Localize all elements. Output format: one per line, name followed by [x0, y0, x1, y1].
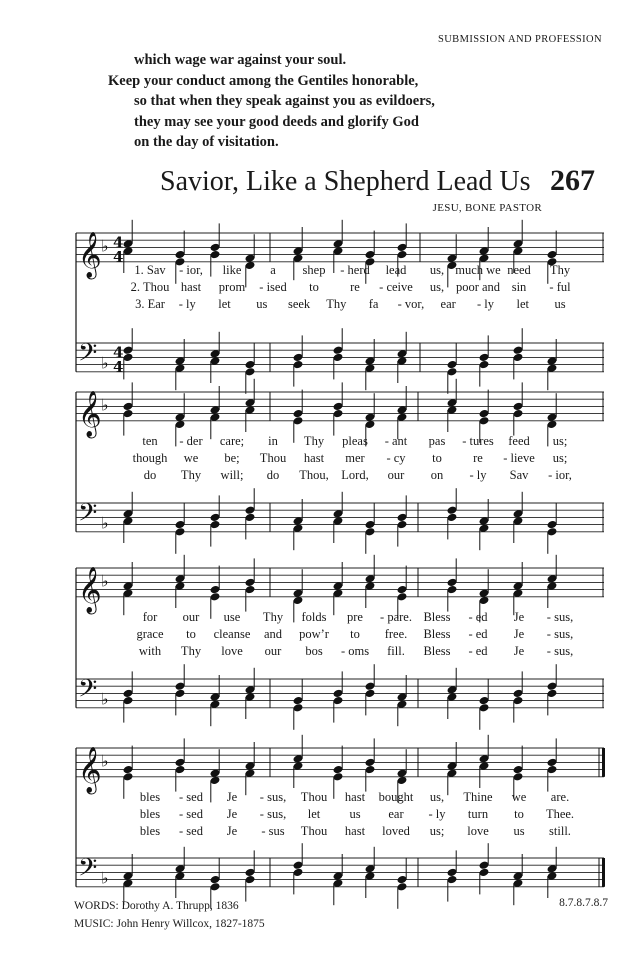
lyric-syllable: do: [143, 468, 157, 482]
lyric-syllable: free.: [384, 627, 408, 641]
lyric-syllable: let: [307, 807, 321, 821]
lyric-syllable: prom: [218, 280, 246, 294]
lyric-syllable: are.: [550, 790, 570, 804]
lyric-syllable: ear: [388, 807, 404, 821]
lyric-syllable: us,: [429, 263, 445, 277]
lyric-syllable: Je: [513, 644, 525, 658]
time-signature-bottom: 4: [113, 247, 124, 266]
lyric-syllable: need: [507, 263, 531, 277]
lyric-syllable: ten: [142, 434, 158, 448]
lyric-syllable: hast: [344, 824, 366, 838]
lyric-syllable: - ior,: [179, 263, 203, 277]
lyric-syllable: - sed: [179, 790, 203, 804]
credits: [74, 897, 265, 933]
lyric-syllable: - herd: [340, 263, 370, 277]
lyric-syllable: fa: [368, 297, 379, 311]
lyric-syllable: Thy: [262, 610, 284, 624]
lyric-syllable: us: [349, 807, 361, 821]
treble-clef-icon: 𝄞: [78, 390, 102, 437]
music-credit: MUSIC: John Henry Willcox, 1827-1875: [74, 918, 265, 930]
lyric-syllable: our: [182, 610, 200, 624]
treble-clef-icon: 𝄞: [78, 746, 102, 793]
lyric-syllable: - sed: [179, 807, 203, 821]
flat-icon: ♭: [101, 236, 109, 256]
lyric-syllable: us: [513, 824, 525, 838]
lyric-syllable: a: [270, 263, 276, 277]
bass-clef-icon: 𝄢: [78, 674, 98, 710]
lyric-syllable: hast: [344, 790, 366, 804]
lyric-syllable: - oms: [340, 644, 370, 658]
lyric-syllable: - ly: [178, 297, 196, 311]
lyric-syllable: loved: [382, 824, 410, 838]
lyric-syllable: we: [511, 790, 527, 804]
flat-icon: ♭: [101, 395, 109, 415]
lyric-syllable: Bless: [423, 644, 451, 658]
lyric-syllable: Je: [226, 790, 238, 804]
lyric-syllable: 1. Sav: [134, 263, 166, 277]
flat-icon: ♭: [101, 868, 109, 888]
lyric-syllable: bles: [139, 824, 161, 838]
lyric-syllable: - pare.: [380, 610, 412, 624]
lyric-syllable: with: [138, 644, 162, 658]
lyric-syllable: - ly: [476, 297, 494, 311]
lyric-syllable: - ior,: [548, 468, 572, 482]
lyric-syllable: to: [432, 451, 442, 465]
treble-clef-icon: 𝄞: [78, 231, 102, 278]
lyric-syllable: - lieve: [503, 451, 535, 465]
lyric-syllable: - cy: [386, 451, 406, 465]
bass-clef-icon: 𝄢: [78, 498, 98, 534]
reading-line: Keep your conduct among the Gentiles honorable,: [108, 72, 419, 89]
lyric-syllable: - ceive: [379, 280, 413, 294]
lyric-syllable: Bless: [423, 627, 451, 641]
section-header: SUBMISSION AND PROFESSION: [437, 34, 602, 45]
time-signature-top: 4: [113, 233, 124, 252]
flat-icon: ♭: [101, 751, 109, 771]
lyric-syllable: pleas: [342, 434, 368, 448]
lyric-syllable: let: [516, 297, 529, 311]
lyric-syllable: sin: [511, 280, 527, 294]
lyric-syllable: we: [183, 451, 199, 465]
lyric-syllable: lead: [385, 263, 407, 277]
lyric-syllable: Thy: [180, 644, 202, 658]
lyric-syllable: still.: [549, 824, 571, 838]
lyric-syllable: - sus,: [259, 807, 287, 821]
meter: 8.7.8.7.8.7: [559, 897, 608, 909]
lyric-syllable: us;: [429, 824, 445, 838]
lyric-syllable: bought: [378, 790, 414, 804]
lyric-syllable: - ed: [468, 610, 488, 624]
lyric-syllable: bos: [305, 644, 323, 658]
lyric-syllable: - der: [179, 434, 203, 448]
lyric-syllable: Je: [513, 610, 525, 624]
lyric-syllable: our: [387, 468, 405, 482]
lyric-syllable: care;: [219, 434, 245, 448]
lyric-syllable: fill.: [387, 644, 405, 658]
lyric-syllable: - sus,: [546, 610, 574, 624]
lyric-syllable: to: [514, 807, 524, 821]
lyric-syllable: - ful: [549, 280, 571, 294]
lyric-syllable: Je: [226, 807, 238, 821]
lyric-syllable: bles: [139, 807, 161, 821]
lyric-syllable: in: [268, 434, 278, 448]
lyric-syllable: pre: [347, 610, 363, 624]
lyric-syllable: for: [142, 610, 158, 624]
lyric-syllable: on: [430, 468, 444, 482]
lyric-syllable: seek: [287, 297, 311, 311]
lyric-syllable: mer: [345, 451, 365, 465]
hymn-number: 267: [550, 164, 595, 197]
lyric-syllable: - sed: [179, 824, 203, 838]
time-signature-bottom: 4: [113, 357, 124, 376]
lyric-syllable: Thy: [180, 468, 202, 482]
lyric-syllable: grace: [136, 627, 164, 641]
lyric-syllable: Thy: [549, 263, 571, 277]
lyric-syllable: Thy: [326, 297, 347, 311]
tune-name: JESU, BONE PASTOR: [432, 202, 542, 214]
lyric-syllable: us;: [552, 451, 568, 465]
lyric-syllable: - ed: [468, 627, 488, 641]
lyric-syllable: - ly: [428, 807, 446, 821]
lyric-syllable: Thou,: [299, 468, 329, 482]
words-credit: WORDS: Dorothy A. Thrupp, 1836: [74, 900, 239, 912]
lyric-syllable: be;: [224, 451, 240, 465]
lyric-syllable: feed: [508, 434, 530, 448]
lyric-syllable: - ant: [384, 434, 408, 448]
reading-line: which wage war against your soul.: [134, 52, 347, 68]
lyric-syllable: Je: [226, 824, 238, 838]
hymn-title: Savior, Like a Shepherd Lead Us: [160, 166, 531, 197]
lyric-syllable: re: [473, 451, 483, 465]
final-barline: [602, 858, 605, 887]
reading-line: so that when they speak against you as evildoers,: [134, 93, 435, 109]
lyric-syllable: our: [264, 644, 282, 658]
lyric-syllable: 2. Thou: [130, 280, 170, 294]
lyric-syllable: poor and: [455, 280, 501, 294]
flat-icon: ♭: [101, 571, 109, 591]
lyric-syllable: pas: [428, 434, 446, 448]
lyric-syllable: Bless: [423, 610, 451, 624]
lyric-syllable: us: [256, 297, 268, 311]
flat-icon: ♭: [101, 689, 109, 709]
lyric-syllable: - sus: [261, 824, 285, 838]
bass-clef-icon: 𝄢: [78, 338, 98, 374]
lyric-syllable: hast: [303, 451, 325, 465]
lyric-syllable: Thy: [303, 434, 325, 448]
lyric-syllable: Thine: [463, 790, 493, 804]
lyric-syllable: hast: [180, 280, 202, 294]
lyric-syllable: bles: [139, 790, 161, 804]
lyric-syllable: Je: [513, 627, 525, 641]
lyric-syllable: Sav: [509, 468, 529, 482]
treble-clef-icon: 𝄞: [78, 566, 102, 613]
lyric-syllable: do: [266, 468, 280, 482]
lyric-syllable: to: [186, 627, 196, 641]
lyric-syllable: let: [218, 297, 231, 311]
reading-line: on the day of visitation.: [134, 134, 279, 150]
lyric-syllable: Thou: [259, 451, 287, 465]
lyric-syllable: turn: [467, 807, 489, 821]
flat-icon: ♭: [101, 353, 109, 373]
lyric-syllable: us: [554, 297, 566, 311]
lyric-syllable: cleanse: [213, 627, 251, 641]
lyric-syllable: use: [223, 610, 241, 624]
lyric-syllable: - sus,: [259, 790, 287, 804]
lyric-syllable: pow’r: [299, 627, 329, 641]
time-signature-top: 4: [113, 343, 124, 362]
lyric-syllable: us,: [429, 790, 445, 804]
reading-line: they may see your good deeds and glorify God: [134, 113, 419, 130]
lyric-syllable: love: [221, 644, 243, 658]
lyric-syllable: - ised: [259, 280, 287, 294]
lyric-syllable: Thou: [300, 790, 328, 804]
final-barline: [602, 748, 605, 777]
lyric-syllable: 3. Ear: [135, 297, 165, 311]
lyric-syllable: and: [263, 627, 283, 641]
lyric-syllable: - ly: [469, 468, 487, 482]
lyric-syllable: us,: [429, 280, 445, 294]
lyric-syllable: Thou: [300, 824, 328, 838]
lyric-syllable: shep: [302, 263, 326, 277]
lyric-syllable: though: [132, 451, 168, 465]
lyric-syllable: like: [222, 263, 242, 277]
lyric-syllable: will;: [220, 468, 244, 482]
lyric-syllable: folds: [301, 610, 327, 624]
lyric-syllable: love: [467, 824, 489, 838]
bass-clef-icon: 𝄢: [78, 853, 98, 889]
lyric-syllable: much we: [455, 263, 501, 277]
lyric-syllable: - tures: [462, 434, 494, 448]
lyric-syllable: to: [309, 280, 319, 294]
lyric-syllable: - sus,: [546, 627, 574, 641]
lyric-syllable: ear: [440, 297, 456, 311]
lyric-syllable: - vor,: [397, 297, 425, 311]
flat-icon: ♭: [101, 513, 109, 533]
lyric-syllable: - sus,: [546, 644, 574, 658]
lyric-syllable: to: [350, 627, 360, 641]
lyric-syllable: Thee.: [545, 807, 575, 821]
lyric-syllable: Lord,: [341, 468, 369, 482]
lyric-syllable: us;: [552, 434, 568, 448]
lyric-syllable: - ed: [468, 644, 488, 658]
lyric-syllable: re: [350, 280, 360, 294]
